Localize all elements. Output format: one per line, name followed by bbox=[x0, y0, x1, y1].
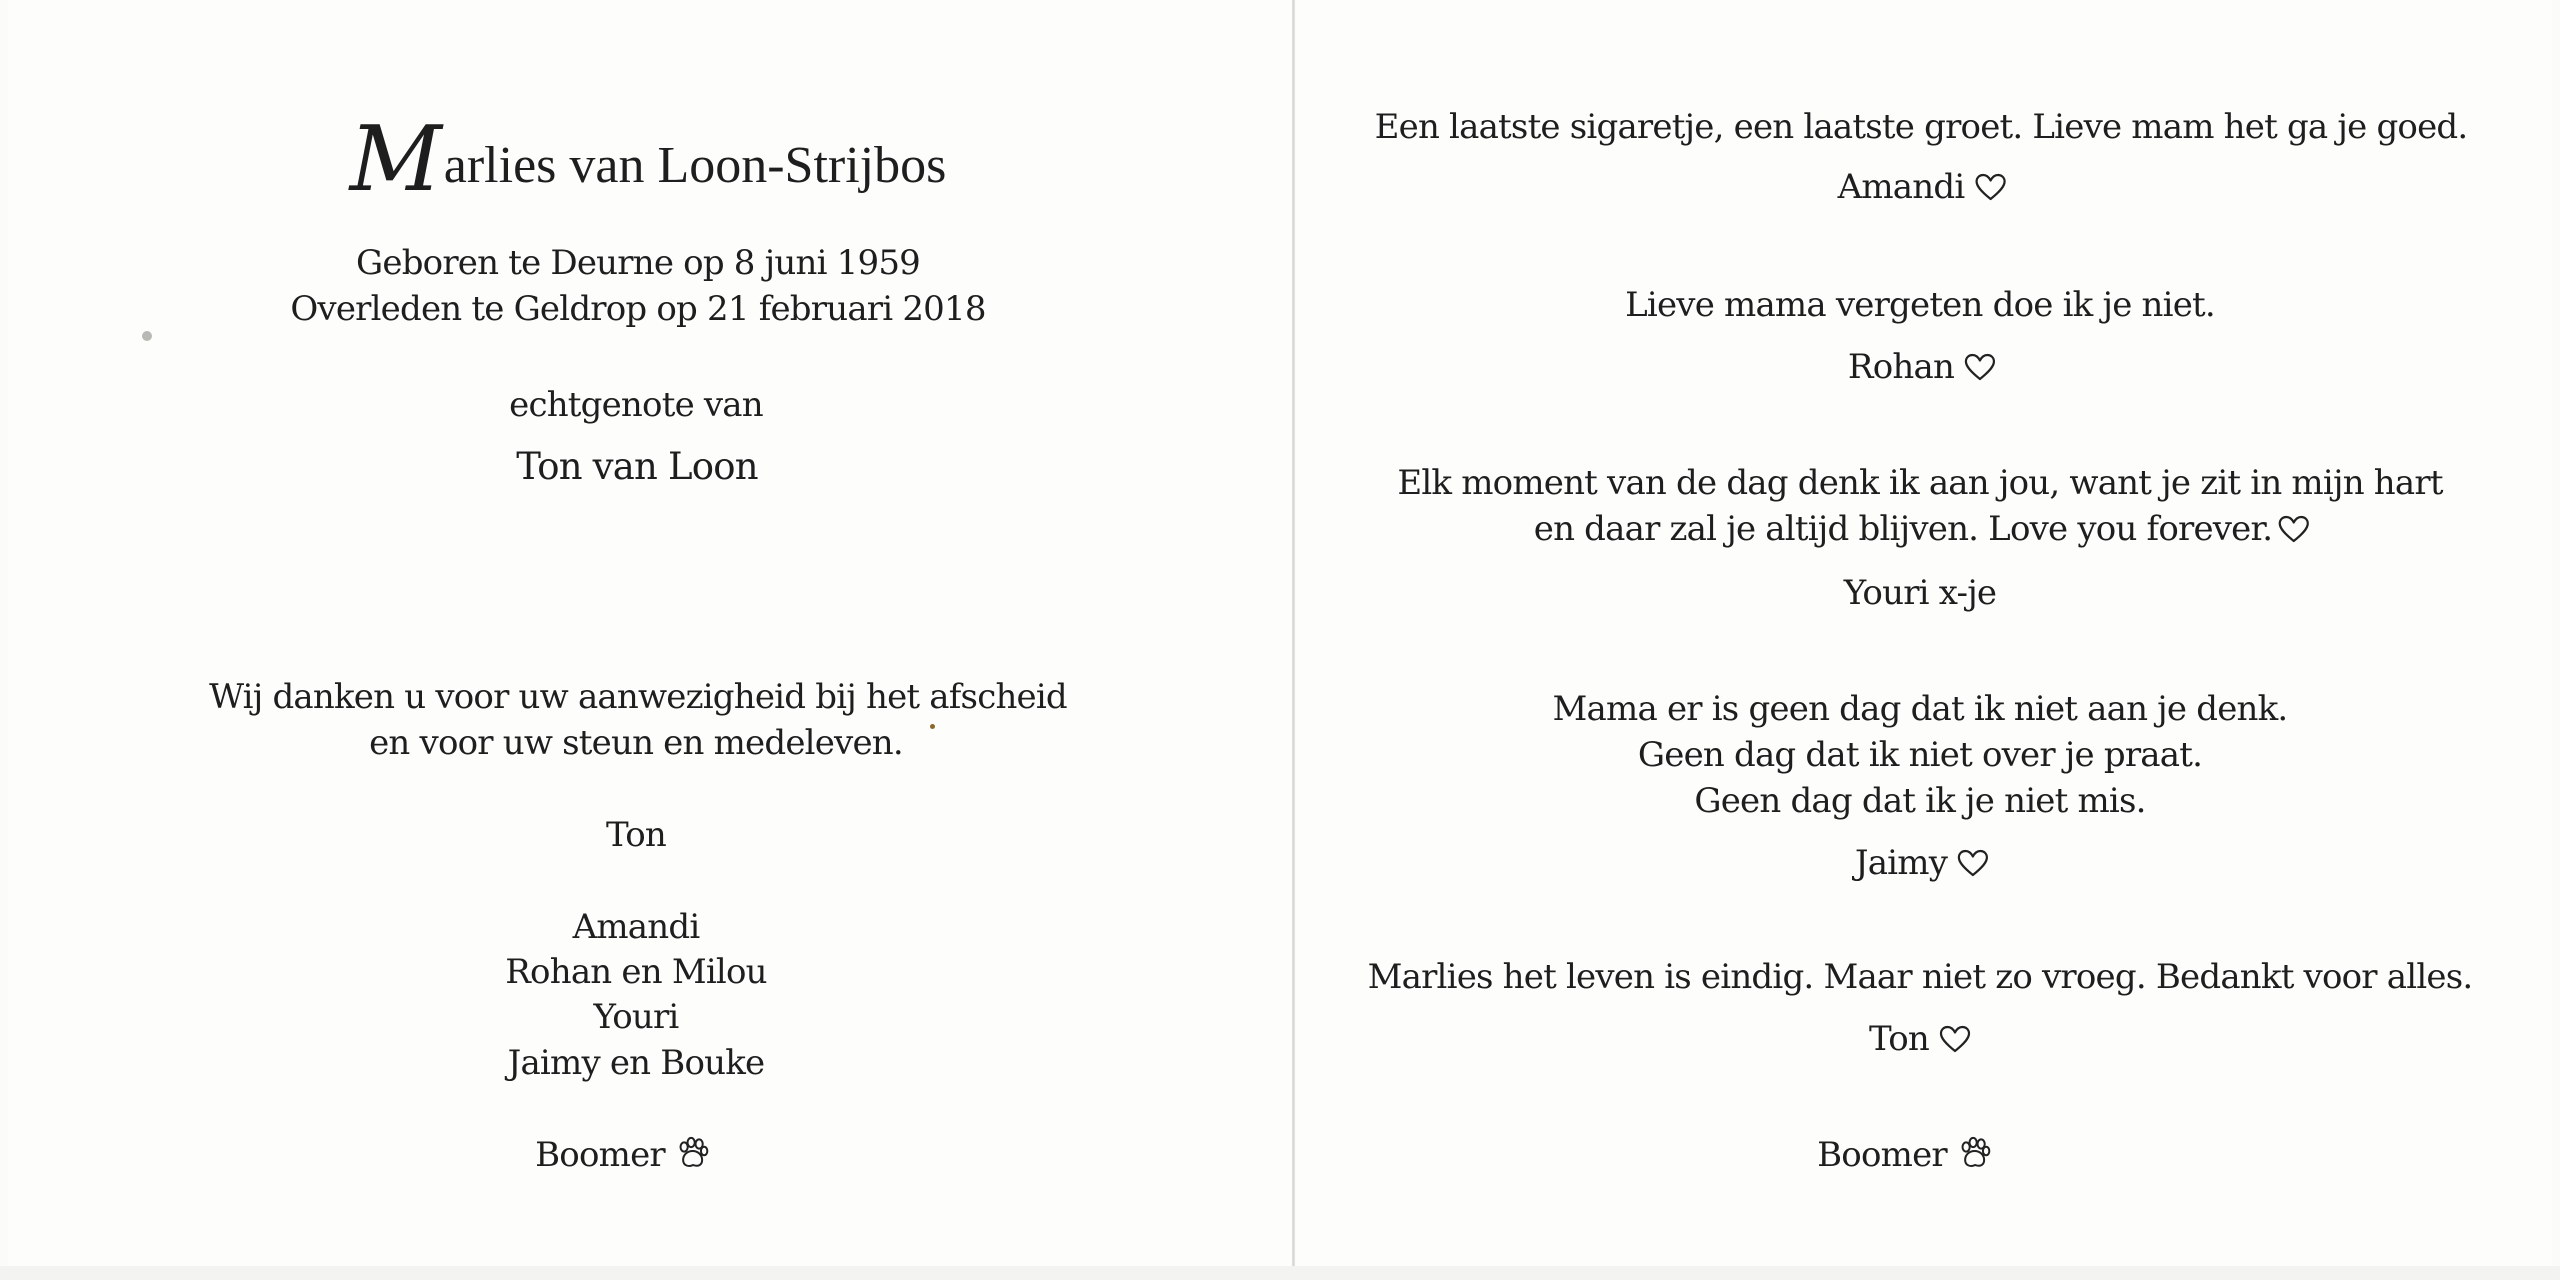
message-ton-line-1: Marlies het leven is eindig. Maar niet zo vroeg. Bedankt voor alles. bbox=[1367, 957, 2473, 997]
signer-youri: Youri bbox=[593, 997, 679, 1037]
signer-name: Jaimy bbox=[1854, 843, 1948, 883]
spouse-label: echtgenote van bbox=[509, 385, 763, 425]
message-jaimy-line-1: Mama er is geen dag dat ik niet aan je denk. bbox=[1552, 689, 2288, 729]
heart-outline-icon bbox=[1939, 1025, 1971, 1053]
signer-name: Amandi bbox=[1837, 167, 1965, 207]
pet-name: Boomer bbox=[535, 1135, 665, 1175]
signer-rohan-right bbox=[1848, 344, 1996, 390]
message-youri-line-1: Elk moment van de dag denk ik aan jou, want je zit in mijn hart bbox=[1397, 463, 2443, 503]
card-bottom-edge bbox=[0, 1266, 2560, 1280]
name-rest: arlies van Loon-Strijbos bbox=[443, 137, 947, 194]
signer-ton: Ton bbox=[605, 815, 667, 855]
thanks-line-1: Wij danken u voor uw aanwezigheid bij het afscheid bbox=[209, 677, 1067, 717]
message-jaimy-line-2: Geen dag dat ik niet over je praat. bbox=[1637, 735, 2203, 775]
message-youri-line-2 bbox=[1534, 506, 2310, 552]
death-line: Overleden te Geldrop op 21 februari 2018 bbox=[290, 289, 986, 329]
heart-outline-icon bbox=[1974, 173, 2006, 201]
paper-speck bbox=[930, 724, 935, 729]
pet-signer-right bbox=[1817, 1132, 1991, 1178]
paw-icon bbox=[1957, 1136, 1991, 1170]
pet-signer-left bbox=[535, 1132, 709, 1178]
heart-outline-icon bbox=[1957, 849, 1989, 877]
message-rohan-line-1: Lieve mama vergeten doe ik je niet. bbox=[1625, 285, 2215, 325]
signer-youri-right: Youri x-je bbox=[1843, 573, 1997, 613]
message-text: en daar zal je altijd blijven. Love you forever. bbox=[1533, 509, 2273, 549]
signer-jaimy-right bbox=[1855, 840, 1989, 886]
signer-amandi: Amandi bbox=[572, 907, 700, 947]
heart-outline-icon bbox=[2278, 515, 2310, 543]
pet-name: Boomer bbox=[1817, 1135, 1947, 1175]
card-fold bbox=[1292, 0, 1295, 1270]
paw-icon bbox=[675, 1136, 709, 1170]
paper-speck bbox=[142, 331, 152, 341]
signer-jaimy-bouke: Jaimy en Bouke bbox=[507, 1043, 765, 1083]
spouse-name: Ton van Loon bbox=[516, 445, 758, 488]
name-initial: M bbox=[349, 107, 442, 212]
signer-name: Rohan bbox=[1847, 347, 1955, 387]
thanks-line-2: en voor uw steun en medeleven. bbox=[369, 723, 903, 763]
birth-line: Geboren te Deurne op 8 juni 1959 bbox=[356, 243, 920, 283]
signer-rohan-milou: Rohan en Milou bbox=[505, 952, 767, 992]
signer-amandi-right bbox=[1838, 164, 2007, 210]
message-amandi-line-1: Een laatste sigaretje, een laatste groet. Lieve mam het ga je goed. bbox=[1374, 107, 2468, 147]
deceased-name bbox=[349, 107, 947, 212]
signer-ton-right bbox=[1869, 1016, 1971, 1062]
heart-outline-icon bbox=[1964, 353, 1996, 381]
signer-name: Ton bbox=[1868, 1019, 1930, 1059]
message-jaimy-line-3: Geen dag dat ik je niet mis. bbox=[1694, 781, 2146, 821]
